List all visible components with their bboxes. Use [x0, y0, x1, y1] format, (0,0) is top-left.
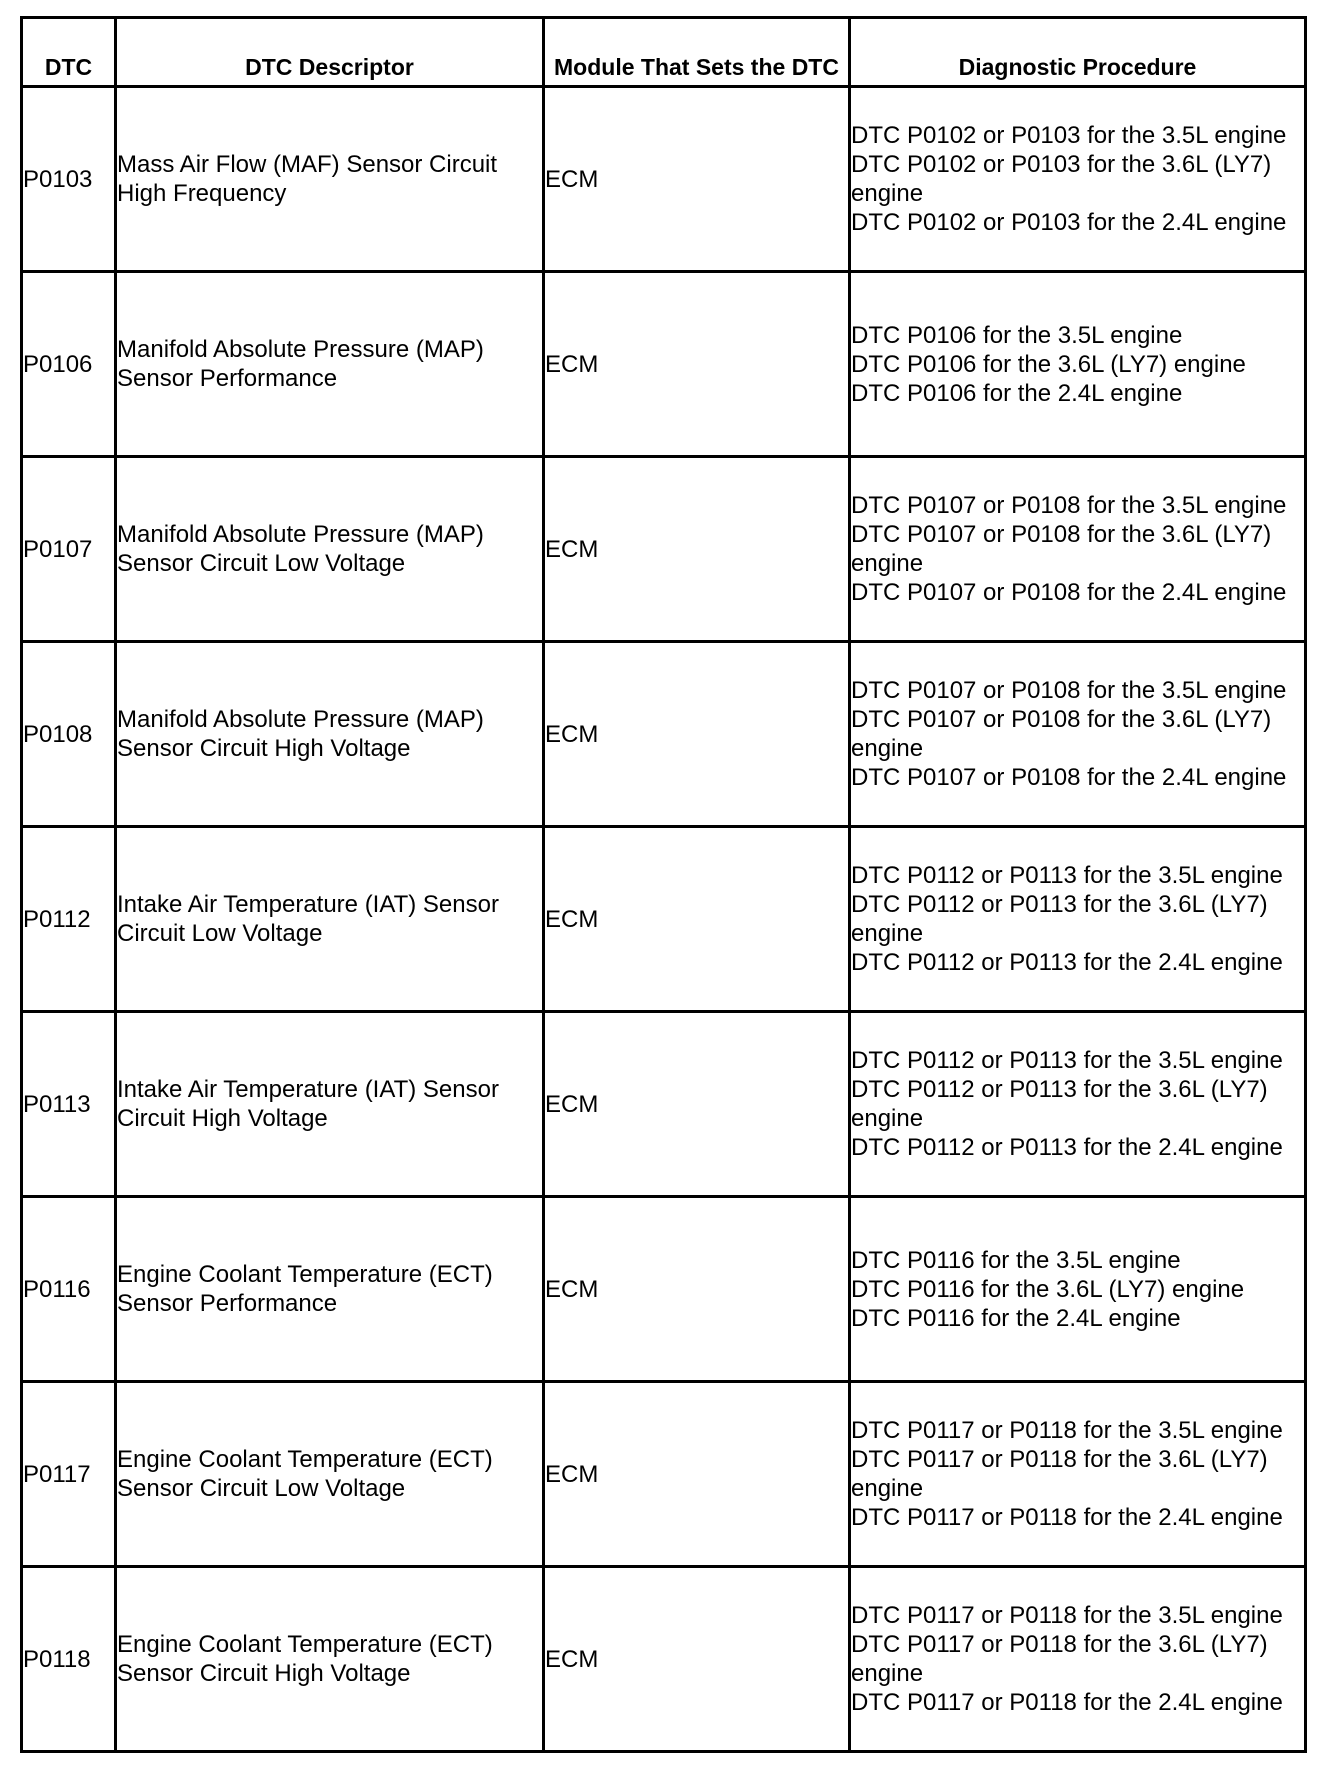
module-cell: ECM	[544, 1012, 850, 1197]
header-procedure: Diagnostic Procedure	[850, 18, 1306, 87]
table-row	[22, 1382, 1306, 1567]
dtc-code-cell: P0118	[22, 1567, 116, 1752]
procedure-link[interactable]: DTC P0112 or P0113 for the 3.5L engine	[851, 1047, 1283, 1074]
procedure-link[interactable]: DTC P0112 or P0113 for the 3.6L (LY7) engine	[851, 1076, 1268, 1132]
module-cell: ECM	[544, 1567, 850, 1752]
header-dtc: DTC	[22, 18, 116, 87]
table-row	[22, 1567, 1306, 1752]
dtc-code-cell: P0107	[22, 457, 116, 642]
dtc-descriptor-cell: Manifold Absolute Pressure (MAP) Sensor Circuit Low Voltage	[116, 457, 544, 642]
table-row	[22, 1197, 1306, 1382]
procedure-link[interactable]: DTC P0107 or P0108 for the 3.6L (LY7) engine	[851, 706, 1272, 762]
procedure-link[interactable]: DTC P0112 or P0113 for the 2.4L engine	[851, 1134, 1283, 1161]
diagnostic-procedure-cell	[850, 1567, 1306, 1752]
dtc-descriptor-cell: Engine Coolant Temperature (ECT) Sensor Circuit High Voltage	[116, 1567, 544, 1752]
procedure-link[interactable]: DTC P0106 for the 3.5L engine	[851, 321, 1183, 349]
dtc-code-cell: P0113	[22, 1012, 116, 1197]
procedure-link[interactable]: DTC P0112 or P0113 for the 3.6L (LY7) engine	[851, 891, 1268, 947]
diagnostic-procedure-cell	[850, 642, 1306, 827]
procedure-link[interactable]: DTC P0107 or P0108 for the 2.4L engine	[851, 764, 1287, 791]
module-cell: ECM	[544, 272, 850, 457]
module-cell: ECM	[544, 87, 850, 272]
header-module: Module That Sets the DTC	[544, 18, 850, 87]
dtc-code-cell: P0112	[22, 827, 116, 1012]
header-row	[22, 18, 1306, 87]
dtc-code-cell: P0103	[22, 87, 116, 272]
dtc-descriptor-cell: Intake Air Temperature (IAT) Sensor Circuit Low Voltage	[116, 827, 544, 1012]
procedure-link[interactable]: DTC P0106 for the 2.4L engine	[851, 379, 1183, 407]
procedure-link[interactable]: DTC P0112 or P0113 for the 3.5L engine	[851, 862, 1283, 889]
procedure-link[interactable]: DTC P0107 or P0108 for the 2.4L engine	[851, 579, 1287, 606]
procedure-link[interactable]: DTC P0116 for the 3.6L (LY7) engine	[851, 1275, 1245, 1303]
procedure-link[interactable]: DTC P0102 or P0103 for the 3.6L (LY7) engine	[851, 151, 1272, 207]
dtc-code-cell: P0108	[22, 642, 116, 827]
diagnostic-procedure-cell	[850, 87, 1306, 272]
dtc-code-cell: P0116	[22, 1197, 116, 1382]
dtc-descriptor-cell: Engine Coolant Temperature (ECT) Sensor Performance	[116, 1197, 544, 1382]
dtc-descriptor-cell: Mass Air Flow (MAF) Sensor Circuit High Frequency	[116, 87, 544, 272]
dtc-code-cell: P0106	[22, 272, 116, 457]
table-header	[22, 18, 1306, 87]
procedure-link[interactable]: DTC P0107 or P0108 for the 3.5L engine	[851, 677, 1287, 704]
procedure-link[interactable]: DTC P0116 for the 3.5L engine	[851, 1246, 1181, 1274]
table-body	[22, 87, 1306, 1752]
dtc-descriptor-cell: Intake Air Temperature (IAT) Sensor Circuit High Voltage	[116, 1012, 544, 1197]
table-row	[22, 827, 1306, 1012]
table-row	[22, 272, 1306, 457]
procedure-link[interactable]: DTC P0117 or P0118 for the 2.4L engine	[851, 1504, 1283, 1531]
diagnostic-procedure-cell	[850, 457, 1306, 642]
module-cell: ECM	[544, 827, 850, 1012]
diagnostic-procedure-cell	[850, 1197, 1306, 1382]
diagnostic-procedure-cell	[850, 827, 1306, 1012]
dtc-table	[20, 16, 1307, 1753]
dtc-descriptor-cell: Manifold Absolute Pressure (MAP) Sensor Performance	[116, 272, 544, 457]
procedure-link[interactable]: DTC P0117 or P0118 for the 3.5L engine	[851, 1602, 1283, 1629]
procedure-link[interactable]: DTC P0117 or P0118 for the 2.4L engine	[851, 1689, 1283, 1716]
diagnostic-procedure-cell	[850, 1382, 1306, 1567]
procedure-link[interactable]: DTC P0102 or P0103 for the 2.4L engine	[851, 209, 1287, 236]
procedure-link[interactable]: DTC P0117 or P0118 for the 3.5L engine	[851, 1417, 1283, 1444]
table-row	[22, 1012, 1306, 1197]
procedure-link[interactable]: DTC P0102 or P0103 for the 3.5L engine	[851, 122, 1287, 149]
procedure-link[interactable]: DTC P0107 or P0108 for the 3.5L engine	[851, 492, 1287, 519]
module-cell: ECM	[544, 1382, 850, 1567]
table-row	[22, 87, 1306, 272]
module-cell: ECM	[544, 457, 850, 642]
procedure-link[interactable]: DTC P0116 for the 2.4L engine	[851, 1304, 1181, 1332]
procedure-link[interactable]: DTC P0107 or P0108 for the 3.6L (LY7) engine	[851, 521, 1272, 577]
table-row	[22, 642, 1306, 827]
procedure-link[interactable]: DTC P0112 or P0113 for the 2.4L engine	[851, 949, 1283, 976]
table-row	[22, 457, 1306, 642]
diagnostic-procedure-cell	[850, 1012, 1306, 1197]
module-cell: ECM	[544, 642, 850, 827]
procedure-link[interactable]: DTC P0117 or P0118 for the 3.6L (LY7) engine	[851, 1446, 1268, 1502]
dtc-descriptor-cell: Manifold Absolute Pressure (MAP) Sensor Circuit High Voltage	[116, 642, 544, 827]
procedure-link[interactable]: DTC P0106 for the 3.6L (LY7) engine	[851, 350, 1246, 378]
dtc-code-cell: P0117	[22, 1382, 116, 1567]
header-descriptor: DTC Descriptor	[116, 18, 544, 87]
dtc-descriptor-cell: Engine Coolant Temperature (ECT) Sensor Circuit Low Voltage	[116, 1382, 544, 1567]
module-cell: ECM	[544, 1197, 850, 1382]
procedure-link[interactable]: DTC P0117 or P0118 for the 3.6L (LY7) engine	[851, 1631, 1268, 1687]
diagnostic-procedure-cell	[850, 272, 1306, 457]
